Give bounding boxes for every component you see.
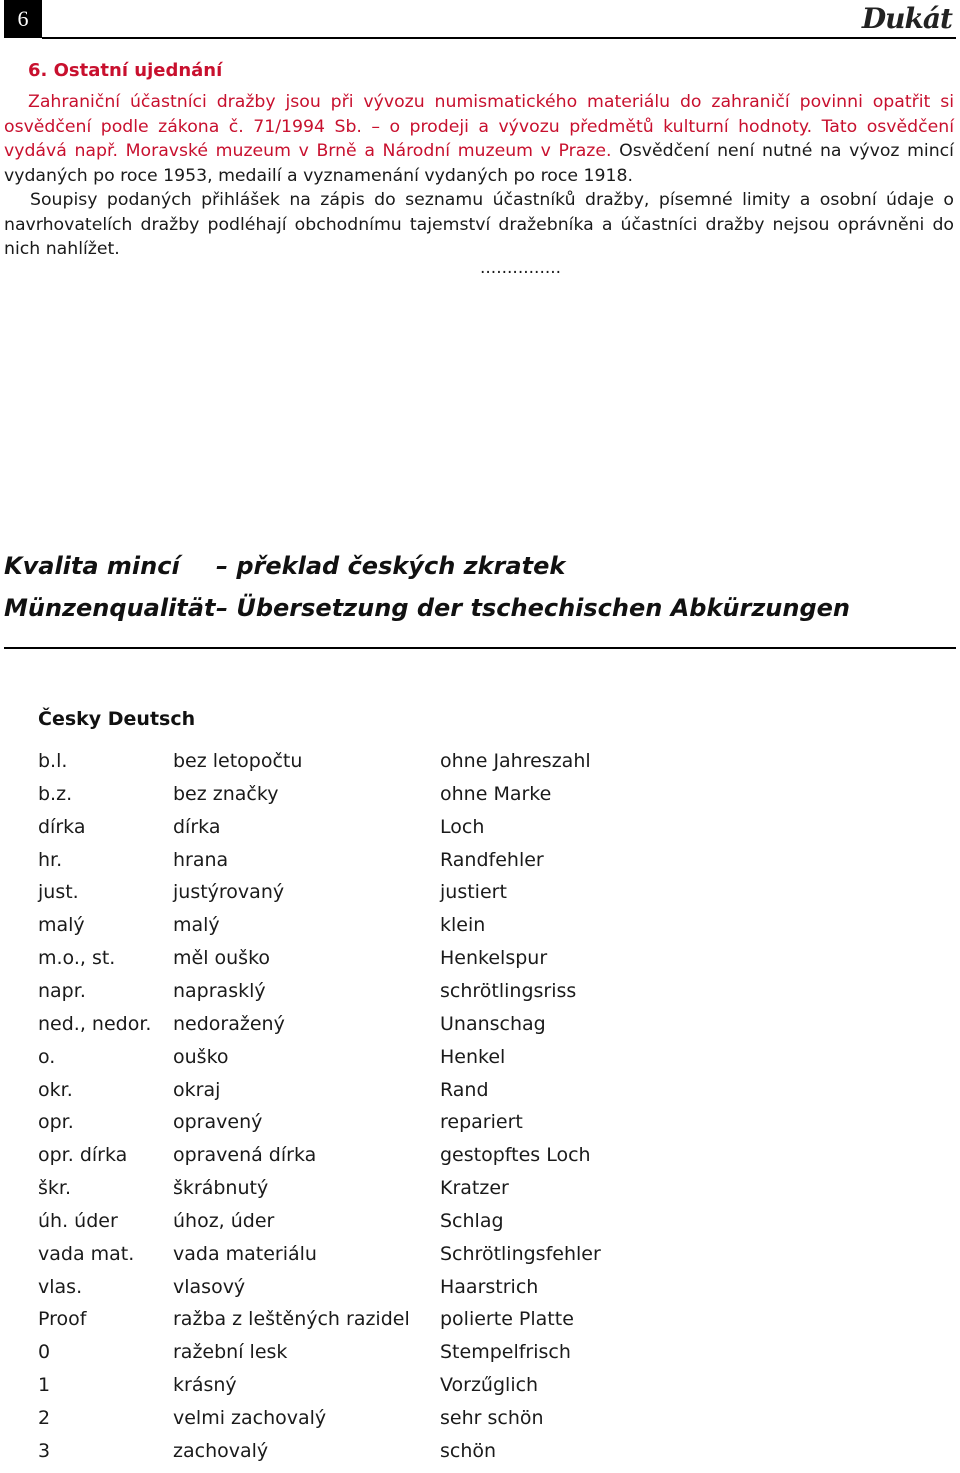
abbreviation-cell: hr. [38, 848, 63, 871]
table-row [0, 1177, 960, 1210]
table-row [0, 1111, 960, 1144]
german-cell: schrötlingsriss [440, 979, 577, 1002]
table-row [0, 1079, 960, 1112]
czech-cell: měl ouško [173, 947, 271, 970]
table-row [0, 881, 960, 914]
czech-cell: ražba z leštěných razidel [173, 1308, 410, 1331]
table-row [0, 1341, 960, 1374]
abbreviation-cell: okr. [38, 1078, 73, 1101]
table-row [0, 1308, 960, 1341]
czech-cell: dírka [173, 815, 221, 838]
czech-cell: malý [173, 914, 220, 937]
table-row [0, 1046, 960, 1079]
abbreviation-cell: napr. [38, 979, 86, 1002]
german-cell: Vorzűglich [440, 1374, 539, 1397]
abbreviation-cell: opr. [38, 1111, 74, 1134]
german-cell: gestopftes Loch [440, 1144, 591, 1167]
table-row [0, 849, 960, 882]
page-number: 6 [4, 0, 42, 38]
abbreviation-cell: škr. [38, 1177, 72, 1200]
section-heading: 6. Ostatní ujednání [28, 60, 223, 81]
german-cell: schön [440, 1439, 497, 1462]
abbreviation-cell: vada mat. [38, 1242, 135, 1265]
czech-cell: škrábnutý [173, 1177, 269, 1200]
czech-cell: ouško [173, 1045, 229, 1068]
abbreviation-cell: b.l. [38, 750, 68, 772]
table-row [0, 1276, 960, 1309]
abbreviation-cell: 0 [38, 1341, 51, 1364]
abbreviation-cell: 1 [38, 1374, 51, 1397]
german-cell: Schlag [440, 1209, 504, 1232]
section-body [4, 90, 954, 262]
table-row [0, 783, 960, 816]
german-cell: Henkelspur [440, 947, 548, 970]
paragraph-2: Soupisy podaných přihlášek na zápis do seznamu účastníků dražby, písemné limity a osobní údaje o navrhovatelích dražby podléhají obchodnímu tajemství dražebníka a účastníci dražby nejsou oprávněni do nich nahlížet. [4, 190, 954, 259]
abbreviation-cell: ned., nedor. [38, 1012, 152, 1035]
abbreviation-cell: úh. úder [38, 1209, 118, 1232]
german-cell: repariert [440, 1111, 523, 1134]
german-cell: polierte Platte [440, 1308, 574, 1331]
czech-cell: bez značky [173, 782, 279, 805]
header-rule [42, 37, 956, 39]
section-end-dots: ............... [480, 258, 562, 278]
german-cell: Loch [440, 815, 485, 838]
czech-cell: okraj [173, 1078, 221, 1101]
title-czech-right: – překlad českých zkratek [216, 552, 566, 580]
german-cell: Randfehler [440, 848, 544, 871]
czech-cell: naprasklý [173, 979, 266, 1002]
title-german-right: – Übersetzung der tschechischen Abkürzungen [216, 594, 851, 622]
column-header: Česky Deutsch [38, 708, 196, 730]
czech-cell: úhoz, úder [173, 1209, 275, 1232]
czech-cell: krásný [173, 1374, 237, 1397]
dukat-logo: Dukát [861, 2, 952, 35]
german-cell: klein [440, 914, 486, 937]
table-row [0, 750, 960, 783]
paragraph-1-export-text: Zahraniční účastníci dražby jsou při vývozu numismatického materiálu do zahraničí povinni opatřit si osvědčení podle zákona č. 71/1994 Sb. – o prodeji a vývozu předmětů kulturní hodnoty. Tato osvědčení vydává např. Moravské muzeum v Brně a Národní muzeum v Praze. [4, 92, 954, 161]
title-czech-left: Kvalita mincí [4, 552, 180, 580]
czech-cell: zachovalý [173, 1439, 269, 1462]
table-row [0, 816, 960, 849]
czech-cell: vada materiálu [173, 1242, 317, 1265]
abbreviation-cell: opr. dírka [38, 1144, 128, 1167]
abbreviation-cell: m.o., st. [38, 947, 116, 970]
table-row [0, 1243, 960, 1276]
paragraph-1 [4, 90, 954, 188]
title-line-czech [4, 552, 566, 580]
abbreviation-cell: o. [38, 1045, 56, 1068]
table-row [0, 1144, 960, 1177]
table-row [0, 980, 960, 1013]
german-cell: Kratzer [440, 1177, 509, 1200]
czech-cell: bez letopočtu [173, 750, 303, 772]
table-row [0, 1374, 960, 1407]
abbreviation-cell: b.z. [38, 782, 73, 805]
czech-cell: opravená dírka [173, 1144, 317, 1167]
german-cell: sehr schön [440, 1407, 544, 1429]
table-row [0, 914, 960, 947]
czech-cell: justýrovaný [173, 881, 285, 904]
czech-cell: opravený [173, 1111, 263, 1134]
title-german-left: Münzenqualität [4, 594, 216, 622]
german-cell: Rand [440, 1078, 489, 1101]
abbreviation-cell: 2 [38, 1407, 51, 1429]
german-cell: Henkel [440, 1045, 506, 1068]
german-cell: justiert [440, 881, 507, 904]
abbreviation-cell: dírka [38, 815, 86, 838]
title-line-german [4, 594, 851, 622]
abbreviation-cell: malý [38, 914, 85, 937]
german-cell: Stempelfrisch [440, 1341, 571, 1364]
german-cell: Haarstrich [440, 1275, 539, 1298]
title-rule [4, 647, 956, 649]
czech-cell: ražební lesk [173, 1341, 288, 1364]
abbreviation-cell: 3 [38, 1439, 51, 1462]
german-cell: ohne Marke [440, 782, 552, 805]
table-row [0, 1013, 960, 1046]
abbreviation-cell: just. [38, 881, 79, 904]
german-cell: ohne Jahreszahl [440, 750, 591, 772]
abbreviation-cell: vlas. [38, 1275, 83, 1298]
german-cell: Unanschag [440, 1012, 546, 1035]
table-row [0, 1407, 960, 1440]
abbreviation-cell: Proof [38, 1308, 87, 1331]
czech-cell: nedoražený [173, 1012, 285, 1035]
paragraph-1-exemption-text: Osvědčení není nutné na vývoz mincí vydaných po roce 1953, medailí a vyznamenání vydaných po roce 1918. [4, 141, 954, 186]
table-row [0, 1210, 960, 1243]
czech-cell: hrana [173, 848, 229, 871]
german-cell: Schrötlingsfehler [440, 1242, 601, 1265]
czech-cell: vlasový [173, 1275, 246, 1298]
table-row [0, 947, 960, 980]
czech-cell: velmi zachovalý [173, 1407, 327, 1429]
